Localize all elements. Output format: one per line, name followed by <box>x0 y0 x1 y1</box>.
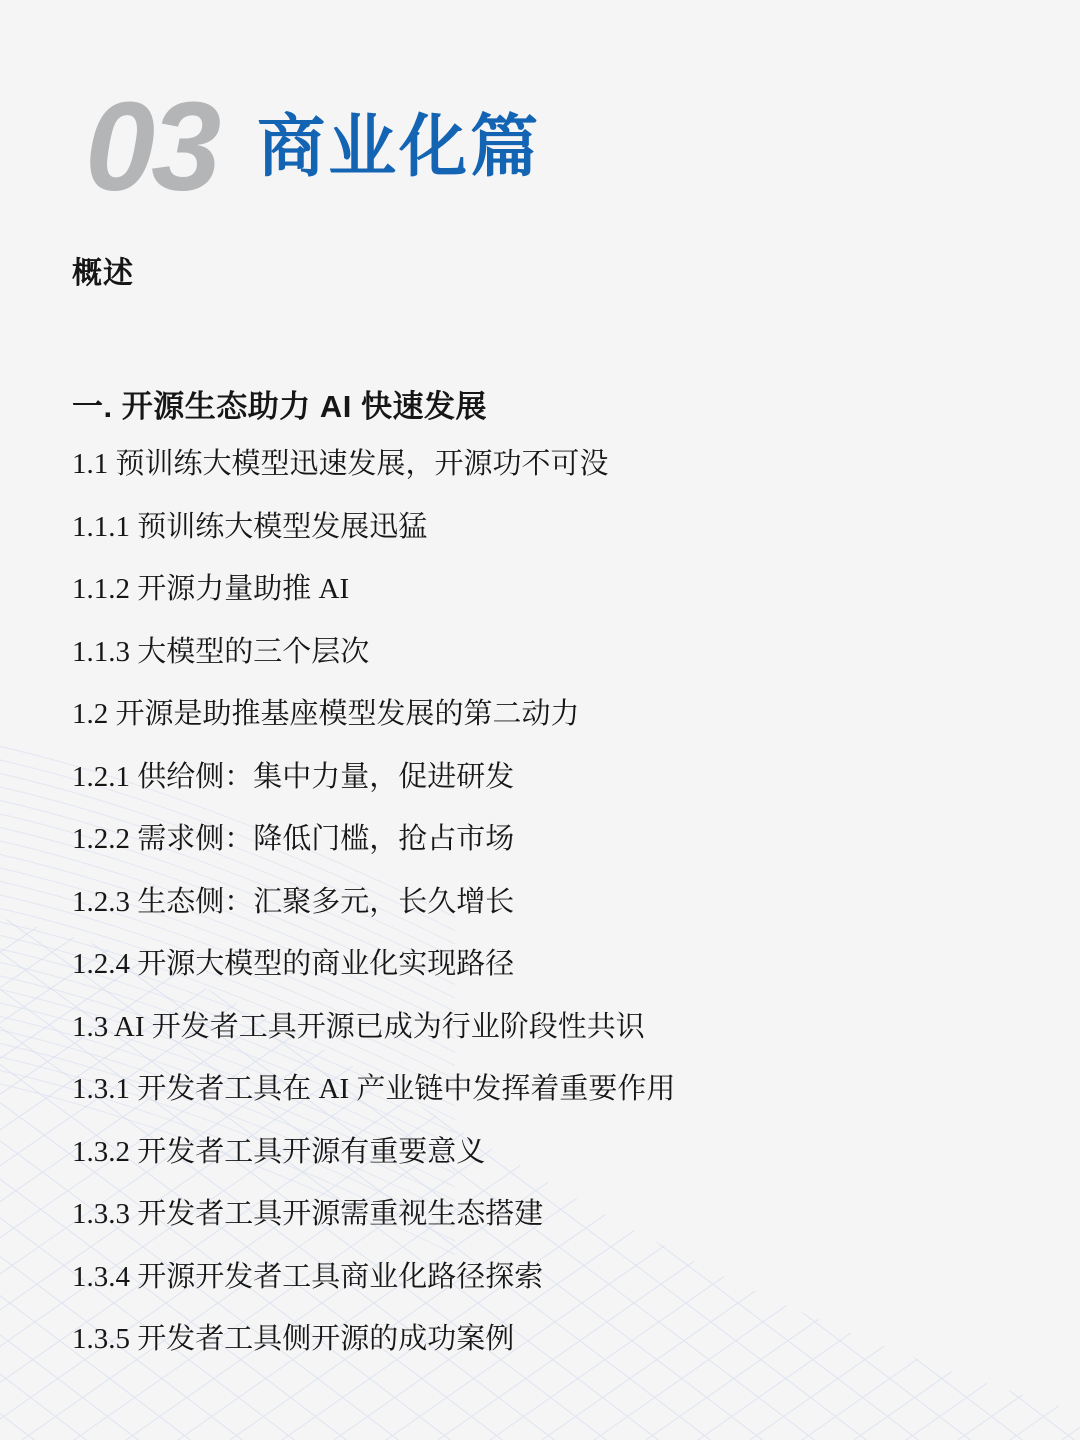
chapter-number: 03 <box>85 76 218 217</box>
toc-item: 1.3.3 开发者工具开源需重视生态搭建 <box>72 1198 544 1230</box>
toc-item: 1.3.4 开源开发者工具商业化路径探索 <box>72 1260 544 1293</box>
toc-item: 1.3.2 开发者工具开源有重要意义 <box>72 1135 486 1168</box>
toc-item: 1.3 AI 开发者工具开源已成为行业阶段性共识 <box>72 1010 645 1043</box>
toc-item: 1.3.5 开发者工具侧开源的成功案例 <box>72 1323 515 1355</box>
toc-item: 1.1.2 开源力量助推 AI <box>72 573 350 605</box>
section-heading: 一. 开源生态助力 AI 快速发展 <box>72 389 487 424</box>
overview-label: 概述 <box>72 257 134 290</box>
chapter-title: 商业化篇 <box>257 109 542 185</box>
chapter-header <box>85 72 541 222</box>
toc-item: 1.2 开源是助推基座模型发展的第二动力 <box>72 698 580 730</box>
toc-item: 1.2.2 需求侧：降低门槛，抢占市场 <box>72 823 515 855</box>
toc-item: 1.2.4 开源大模型的商业化实现路径 <box>72 948 515 980</box>
toc-item: 1.3.1 开发者工具在 AI 产业链中发挥着重要作用 <box>72 1073 676 1105</box>
toc-item: 1.1.1 预训练大模型发展迅猛 <box>72 510 428 543</box>
toc-item: 1.2.3 生态侧：汇聚多元，长久增长 <box>72 885 515 918</box>
toc-item: 1.1 预训练大模型迅速发展，开源功不可没 <box>72 448 609 480</box>
toc-list <box>72 433 675 1371</box>
toc-item: 1.1.3 大模型的三个层次 <box>72 635 370 668</box>
toc-item: 1.2.1 供给侧：集中力量，促进研发 <box>72 760 515 793</box>
